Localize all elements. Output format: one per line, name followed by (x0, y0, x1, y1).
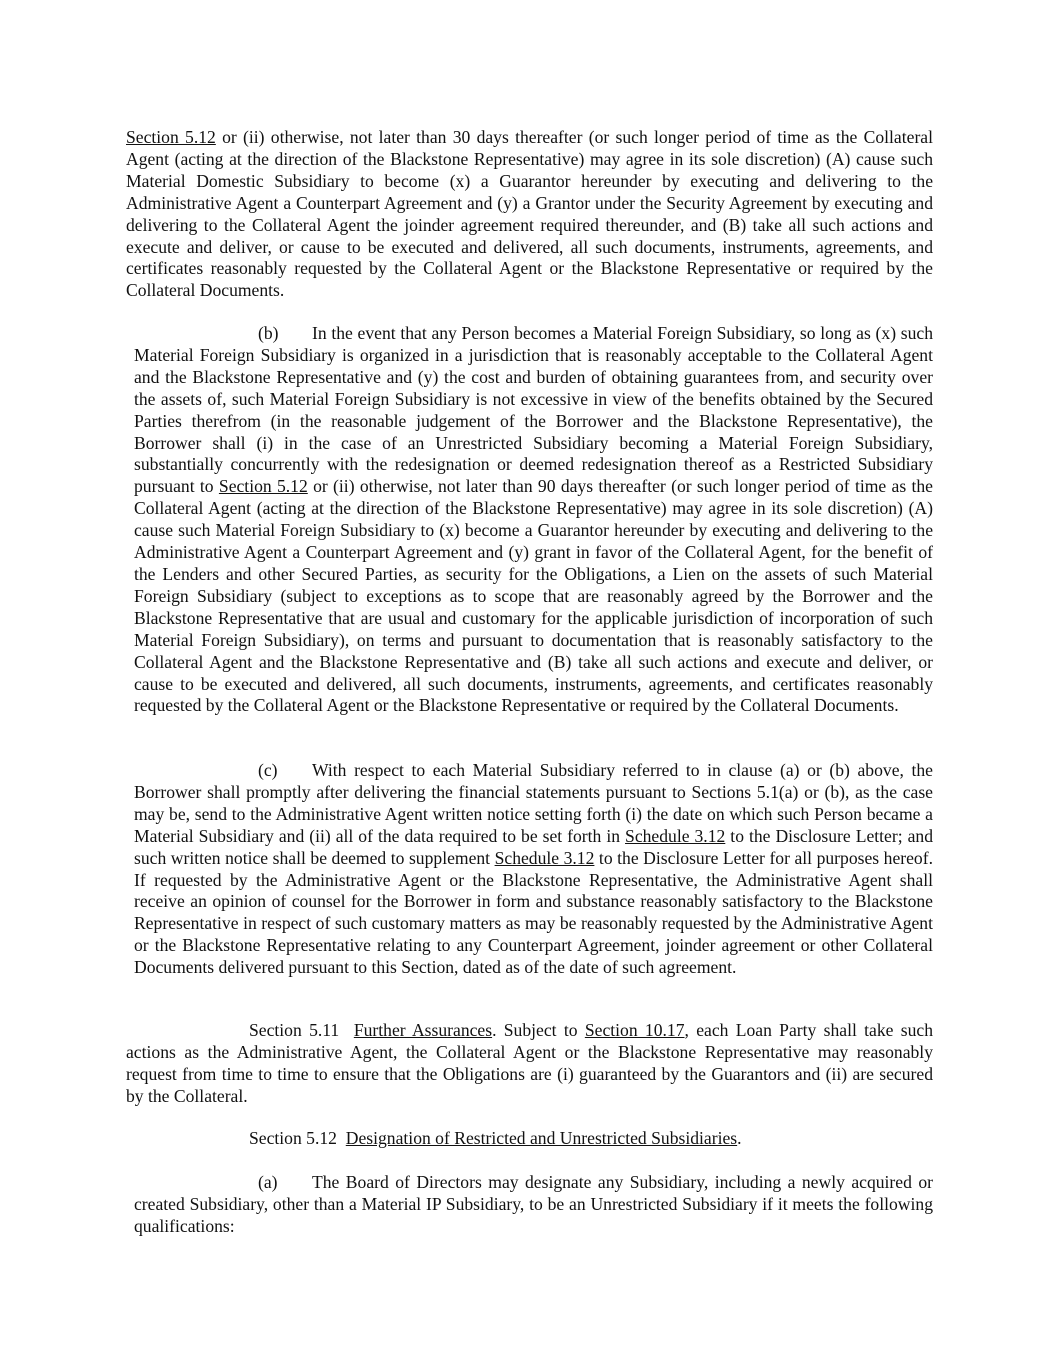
section-title: Designation of Restricted and Unrestricted Subsidiaries (345, 1128, 738, 1148)
section-5-11 (126, 1020, 933, 1108)
paragraph-a (134, 1172, 933, 1238)
paragraph-text: to the Disclosure Letter; and such written notice shall be deemed to supplement (134, 825, 933, 868)
heading-period: . (737, 1128, 742, 1148)
section-reference: Section 5.12 (218, 476, 308, 497)
paragraph-c (134, 760, 933, 979)
section-reference: Section 5.12 (126, 127, 216, 147)
section-reference: Section 10.17 (584, 1020, 685, 1040)
paragraph-text: In the event that any Person becomes a Material Foreign Subsidiary, so long as (x) such Material Foreign Subsidiary is organized in a jurisdiction that is reasonably acceptable to the Collateral Agent and the Blackstone Representative and (y) the cost and burden of obtaining guarantees from, and security over the assets of, such Material Foreign Subsidiary is not excessive in view of the benefits obtained by the Secured Parties therefrom (in the reasonable judgement of the Borrower and the Blackstone Representative), the Borrower shall (i) in the case of an Unrestricted Subsidiary becoming a Material Foreign Subsidiary, substantially concurrently with the redesignation or deemed redesignation thereof as a Restricted Subsidiary pursuant to (134, 323, 933, 497)
paragraph-text: The Board of Directors may designate any Subsidiary, including a newly acquired or created Subsidiary, other than a Material IP Subsidiary, to be an Unrestricted Subsidiary if it meets the following qualifications: (134, 1172, 933, 1236)
paragraph-b (134, 323, 933, 717)
clause-label: (b) (258, 323, 279, 343)
paragraph-continuation (126, 127, 933, 302)
paragraph-text: , each Loan Party shall take such actions as the Administrative Agent, the Collateral Agent or the Blackstone Representative may reasonably request from time to time to ensure that the Obligations are (i) guaranteed by the Guarantors and (ii) are secured by the Collateral. (126, 1020, 934, 1106)
paragraph-text: or (ii) otherwise, not later than 30 days thereafter (or such longer period of time as the Collateral Agent (acting at the direction of the Blackstone Representative) may agree in its sole discretion) (A) cause such Material Domestic Subsidiary to become (x) a Guarantor hereunder by executing and delivering to the Administrative Agent a Counterpart Agreement and (y) a Grantor under the Security Agreement by executing and delivering to the Collateral Agent the joinder agreement required thereunder, and (B) take all such actions and execute and deliver, or cause to be executed and delivered, all such documents, instruments, agreements, and certificates reasonably requested by the Collateral Agent or the Blackstone Representative or required by the Collateral Documents. (126, 127, 933, 301)
paragraph-text: to the Disclosure Letter for all purposes hereof. If requested by the Administrative Agent or the Blackstone Representative, the Administrative Agent shall receive an opinion of counsel for the Borrower in form and substance reasonably satisfactory to the Blackstone Representative in respect of such customary matters as may be reasonably requested by the Administrative Agent or the Blackstone Representative relating to any Counterpart Agreement, joinder agreement or other Collateral Documents delivered pursuant to this Section, dated as of the date of such agreement. (134, 847, 933, 978)
clause-label: (a) (258, 1172, 278, 1192)
section-5-12-heading (126, 1128, 933, 1150)
section-number: Section 5.11 (249, 1020, 340, 1040)
clause-label: (c) (258, 760, 278, 780)
schedule-reference: Schedule 3.12 (494, 847, 595, 868)
schedule-reference: Schedule 3.12 (625, 825, 726, 846)
section-title: Further Assurances (353, 1020, 493, 1040)
paragraph-text: . Subject to (492, 1020, 585, 1040)
paragraph-text: or (ii) otherwise, not later than 90 days thereafter (or such longer period of time as the Collateral Agent (acting at the direction of the Blackstone Representative) may agree in its sole discretion) (A) cause such Material Foreign Subsidiary to (x) become a Guarantor hereunder by executing and delivering to the Administrative Agent a Counterpart Agreement and (y) grant in favor of the Collateral Agent, for the benefit of the Lenders and other Secured Parties, as security for the Obligations, a Lien on the assets of such Material Foreign Subsidiary (subject to exceptions as to scope that are reasonably agreed by the Borrower and the Blackstone Representative that are usual and customary for the applicable jurisdiction of incorporation of such Material Foreign Subsidiary), on terms and pursuant to documentation that is reasonably satisfactory to the Collateral Agent and the Blackstone Representative and (B) take all such actions and execute and deliver, or cause to be executed and delivered, all such documents, instruments, agreements, and certificates reasonably requested by the Collateral Agent or the Blackstone Representative or required by the Collateral Documents. (134, 476, 933, 716)
section-number: Section 5.12 (249, 1128, 337, 1148)
paragraph-text: With respect to each Material Subsidiary referred to in clause (a) or (b) above, the Borrower shall promptly after delivering the financial statements pursuant to Sections 5.1(a) or (b), as the case may be, send to the Administrative Agent written notice setting forth (i) the date on which such Person became a Material Subsidiary and (ii) all of the data required to be set forth in (134, 760, 933, 846)
